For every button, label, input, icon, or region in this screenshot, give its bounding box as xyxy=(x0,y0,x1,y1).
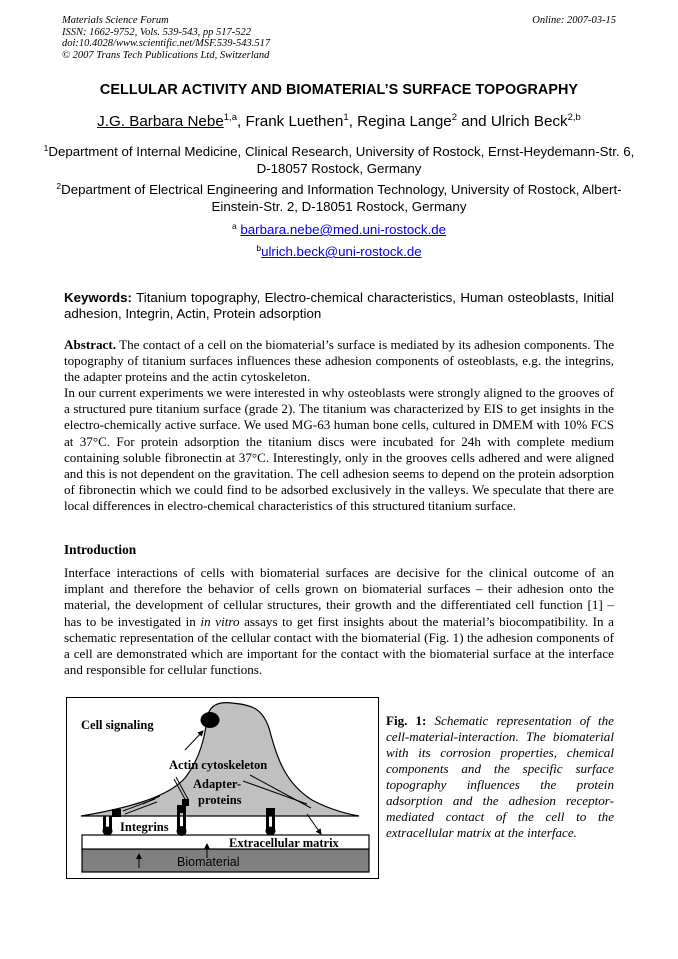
section-heading-introduction: Introduction xyxy=(64,542,137,557)
email-line-b xyxy=(0,244,678,259)
author-affil-sup: 2 xyxy=(451,112,458,123)
author-name: J.G. Barbara Nebe xyxy=(97,113,224,130)
label-extracellular-matrix: Extracellular matrix xyxy=(229,836,339,850)
paper-title: CELLULAR ACTIVITY AND BIOMATERIAL’S SURFACE TOPOGRAPHY xyxy=(99,82,579,98)
email-sup: b xyxy=(256,243,262,253)
email-sup: a xyxy=(231,221,237,231)
issn-line: ISSN: 1662-9752, Vols. 539-543, pp 517-522 xyxy=(62,26,251,38)
label-biomaterial: Biomaterial xyxy=(177,855,240,869)
intro-text: assays to get first insights about the material’s biocompatibility. In a schematic representation of the cellular contact with the biomaterial (Fig. 1) the adhesion components of a cell are demonstrated which are important for the contact with the biomaterial surface at the interface and responsible for cellular functions. xyxy=(64,613,614,678)
email-link[interactable]: ulrich.beck@uni-rostock.de xyxy=(261,244,422,259)
author-separator: , xyxy=(236,113,246,130)
label-adapter: Adapter- xyxy=(193,777,242,791)
doi-line: doi:10.4028/www.scientific.net/MSF.539-543.517 xyxy=(62,38,271,49)
cell-material-diagram xyxy=(67,698,377,877)
keywords-text: Titanium topography, Electro-chemical characteristics, Human osteoblasts, Initial adhesion, Integrin, Actin, Protein adsorption xyxy=(64,290,614,321)
copyright-line: © 2007 Trans Tech Publications Ltd, Switzerland xyxy=(62,49,270,61)
abstract-paragraph-2: In our current experiments we were interested in why osteoblasts were strongly aligned to the grooves of a structured pure titanium surface (grade 2). The titanium was characterized by EIS to get insights in the electro-chemically active surface. We used MG-63 human bone cells, cultured in DMEM with 10% FCS at 37°C. For protein adsorption the titanium discs were incubated for 24h with complete medium containing soluble fibronectin at 37°C. Interestingly, only in the grooves cells adhered and were aligned and this is not dependent on the gravitation. The cell adhesion seems to depend on the protein adsorption of fibronectin which we could find to be adsorbed exclusively in the valleys. We speculate that there are local differences in electro-chemical characteristics of this structured titanium surface. xyxy=(64,385,614,514)
label-proteins: proteins xyxy=(198,793,242,807)
author-name: Regina Lange xyxy=(357,113,452,130)
email-link[interactable]: barbara.nebe@med.uni-rostock.de xyxy=(240,222,447,237)
figure-1-schematic xyxy=(66,697,379,879)
introduction-paragraph xyxy=(64,565,614,678)
affiliation-2 xyxy=(40,182,638,215)
affiliation-text: Department of Electrical Engineering and Information Technology, University of Rostock, Albert-Einstein-Str. 2, D-18051 Rostock, Germany xyxy=(61,182,622,214)
author-separator: and xyxy=(457,113,491,130)
author-affil-sup: 1,a xyxy=(223,112,237,123)
online-date: Online: 2007-03-15 xyxy=(532,15,616,26)
affiliation-sup: 1 xyxy=(43,143,49,153)
author-separator: , xyxy=(348,113,358,130)
caption-text: Schematic representation of the cell-material-interaction. The biomaterial with its corrosion properties, chemical components and the specific surface topography influences the protein adsorption and the adhesion receptor-mediated contact of the cell to the extracellular matrix at the interface. xyxy=(386,713,614,840)
author-affil-sup: 1 xyxy=(343,112,349,123)
abstract-text: The contact of a cell on the biomaterial’s surface is mediated by its adhesion components. The topography of titanium surfaces influences these adhesion components of osteoblasts, e.g. the integrins, the adapter proteins and the actin cytoskeleton. xyxy=(64,337,615,385)
intro-text: Interface interactions of cells with biomaterial surfaces are decisive for the clinical outcome of an implant and therefore the behavior of cells grown on biomaterial surfaces – their adhesion onto the material, the development of cellular structures, their growth and the differentiated cell function [1] – has to be investigated in xyxy=(64,565,614,629)
affiliation-1 xyxy=(40,144,638,177)
caption-label: Fig. 1: xyxy=(386,713,427,728)
author-name: Frank Luethen xyxy=(245,113,344,130)
affiliation-sup: 2 xyxy=(56,181,62,191)
journal-name: Materials Science Forum xyxy=(62,15,169,26)
ecm-arrow xyxy=(307,814,321,834)
journal-header xyxy=(62,15,270,61)
author-name: Ulrich Beck xyxy=(490,113,568,130)
author-affil-sup: 2,b xyxy=(567,112,581,123)
keywords xyxy=(64,290,614,322)
intro-italic: in vitro xyxy=(200,613,240,629)
abstract-paragraph-1 xyxy=(64,337,614,386)
keywords-label: Keywords: xyxy=(64,290,132,305)
abstract-label: Abstract. xyxy=(64,337,116,352)
label-integrins: Integrins xyxy=(120,820,169,834)
author-list xyxy=(0,113,678,130)
signaling-arrow xyxy=(185,731,203,750)
integrin-receptor xyxy=(266,808,276,836)
label-actin-cytoskeleton: Actin cytoskeleton xyxy=(169,758,268,772)
affiliation-text: Department of Internal Medicine, Clinical Research, University of Rostock, Ernst-Heydemann-Str. 6, D-18057 Rostock, Germany xyxy=(48,144,635,176)
label-cell-signaling: Cell signaling xyxy=(81,718,154,732)
nucleus xyxy=(201,712,220,728)
figure-caption xyxy=(386,713,614,841)
email-line-a xyxy=(0,222,678,237)
